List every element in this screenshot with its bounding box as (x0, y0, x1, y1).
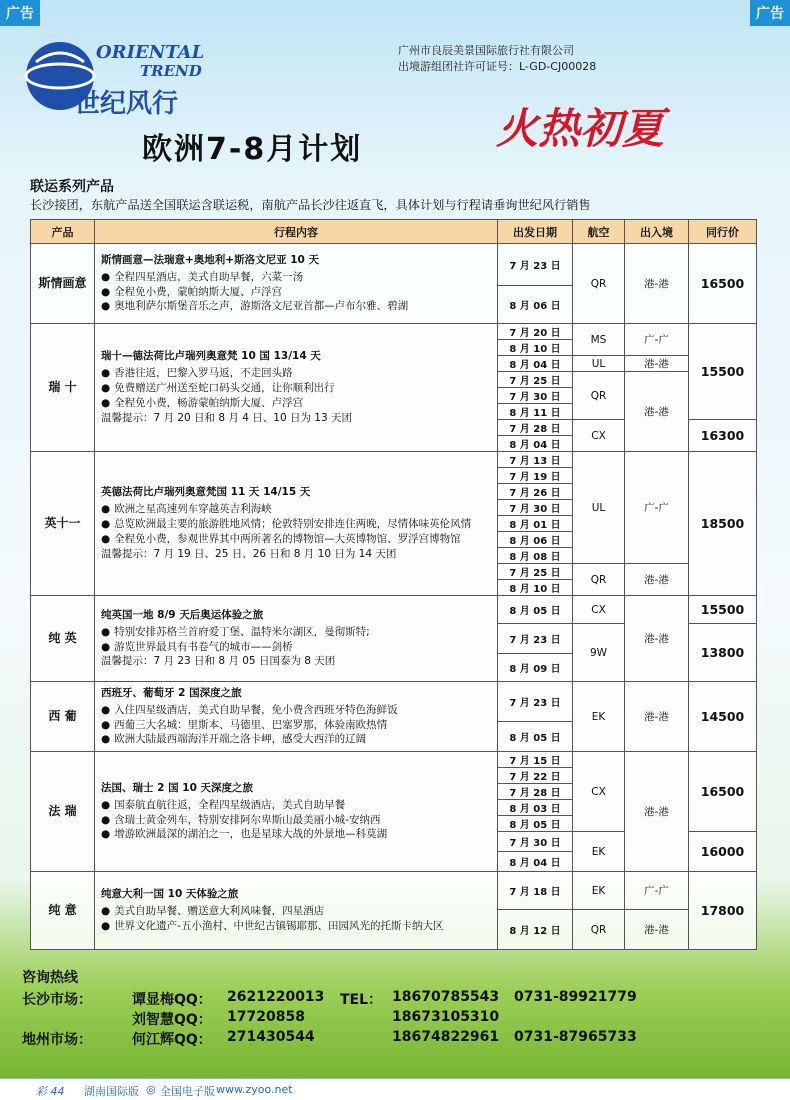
itinerary-point: ● 含瑞士黄金列车，特别安排阿尔卑斯山最美丽小城-安纳西 (101, 813, 491, 828)
departure-date: 8 月 01 日 (498, 516, 573, 532)
departure-date: 7 月 26 日 (498, 484, 573, 500)
border: 港-港 (625, 682, 689, 752)
airline: CX (573, 596, 625, 624)
footer-url[interactable]: www.zyoo.net (216, 1083, 293, 1096)
price: 18500 (689, 452, 757, 596)
departure-date: 8 月 11 日 (498, 404, 573, 420)
departure-date: 8 月 12 日 (498, 910, 573, 950)
table-row (31, 752, 757, 768)
border: 港-港 (625, 564, 689, 596)
itinerary-point: ● 香港往返，巴黎入罗马返，不走回头路 (101, 366, 491, 381)
contact-row (22, 989, 762, 1009)
departure-date: 7 月 23 日 (498, 624, 573, 654)
col-header-date: 出发日期 (498, 220, 573, 244)
border: 广-广 (625, 324, 689, 356)
product-name: 纯 英 (31, 596, 95, 682)
price: 15500 (689, 324, 757, 420)
itinerary (95, 324, 498, 452)
col-header-airline: 航空 (573, 220, 625, 244)
col-header-border: 出入境 (625, 220, 689, 244)
border: 港-港 (625, 356, 689, 372)
border: 港-港 (625, 752, 689, 872)
price: 16500 (689, 752, 757, 832)
itinerary-point: ● 游览世界最具有书卷气的城市——剑桥 (101, 640, 491, 655)
itinerary (95, 682, 498, 752)
itinerary-point: ● 欧洲大陆最西端海洋开端之洛卡岬，感受大西洋的辽阔 (101, 732, 491, 747)
border: 港-港 (625, 910, 689, 950)
departure-date: 8 月 05 日 (498, 816, 573, 832)
itinerary-point: ● 全程免小费，畅游蒙帕纳斯大厦、卢浮宫 (101, 396, 491, 411)
airline: UL (573, 452, 625, 564)
departure-date: 7 月 23 日 (498, 244, 573, 286)
product-name: 纯 意 (31, 872, 95, 950)
departure-date: 8 月 04 日 (498, 852, 573, 872)
contact-qq: 2621220013 (227, 989, 325, 1005)
airline: MS (573, 324, 625, 356)
globe-icon (22, 34, 232, 124)
product-name: 瑞 十 (31, 324, 95, 452)
footer-page: 彩 44 (36, 1085, 65, 1098)
price: 16000 (689, 832, 757, 872)
airline: UL (573, 356, 625, 372)
departure-date: 7 月 28 日 (498, 784, 573, 800)
ad-label-left: 广告 (0, 0, 40, 26)
airline: QR (573, 910, 625, 950)
col-header-price: 同行价 (689, 220, 757, 244)
airline: CX (573, 420, 625, 452)
itinerary-note: 温馨提示：7 月 23 日和 8 月 05 日国泰为 8 天团 (101, 655, 336, 668)
product-name: 法 瑞 (31, 752, 95, 872)
product-name: 英十一 (31, 452, 95, 596)
departure-date: 7 月 18 日 (498, 872, 573, 910)
price: 13800 (689, 624, 757, 682)
section-title: 联运系列产品 (30, 179, 114, 195)
departure-date: 8 月 09 日 (498, 654, 573, 682)
contact-mobile: 18674822961 (392, 1029, 500, 1045)
airline: EK (573, 682, 625, 752)
brand-en-line2: TREND (140, 62, 202, 80)
departure-date: 7 月 30 日 (498, 832, 573, 852)
itinerary-note: 温馨提示：7 月 19 日、25 日、26 日和 8 月 10 日为 14 天团 (101, 547, 397, 560)
slogan: 火热初夏 (496, 104, 665, 153)
itinerary-point: ● 欧洲之星高速列车穿越英吉利海峡 (101, 502, 491, 517)
itinerary-point: ● 全程免小费，蒙帕纳斯大厦、卢浮宫 (101, 285, 491, 300)
section-desc: 长沙接团，东航产品送全国联运含联运税，南航产品长沙往返直飞，具体计划与行程请垂询世纪风行销售 (30, 198, 591, 212)
brand-cn: 世纪风行 (74, 89, 179, 119)
zyoo-icon: ◎ (146, 1083, 156, 1096)
itinerary-point: ● 免费赠送广州送至蛇口码头交通，让你顺利出行 (101, 381, 491, 396)
col-header-product: 产品 (31, 220, 95, 244)
itinerary-note: 温馨提示：7 月 20 日和 8 月 4 日、10 日为 13 天团 (101, 411, 352, 424)
contact-qq: 17720858 (227, 1009, 305, 1025)
contact-row (22, 1029, 762, 1049)
itinerary (95, 452, 498, 596)
page-title: 欧洲7-8月计划 (142, 132, 363, 167)
price: 16300 (689, 420, 757, 452)
departure-date: 7 月 22 日 (498, 768, 573, 784)
contact-market: 长沙市场： (22, 992, 92, 1008)
departure-date: 8 月 04 日 (498, 436, 573, 452)
contact-phone: 0731-89921779 (514, 989, 637, 1005)
itinerary-title: 纯意大利一国 10 天体验之旅 (101, 888, 239, 901)
product-name: 西 葡 (31, 682, 95, 752)
departure-date: 8 月 05 日 (498, 596, 573, 624)
contact-tel-label: TEL： (340, 992, 383, 1008)
contact-name: 何江辉QQ： (132, 1032, 212, 1048)
itinerary-point: ● 美式自助早餐、赠送意大利风味餐，四星酒店 (101, 904, 491, 919)
product-table (30, 219, 757, 950)
contact-name: 刘智慧QQ： (132, 1012, 212, 1028)
itinerary (95, 596, 498, 682)
departure-date: 8 月 06 日 (498, 286, 573, 324)
border: 港-港 (625, 244, 689, 324)
col-header-itinerary: 行程内容 (95, 220, 498, 244)
ad-label-right: 广告 (750, 0, 790, 26)
footer (0, 1078, 790, 1100)
itinerary-point: ● 世界文化遗产-五小渔村、中世纪古镇锡耶那、田园风光的托斯卡纳大区 (101, 919, 491, 934)
departure-date: 8 月 10 日 (498, 580, 573, 596)
contact-mobile: 18670785543 (392, 989, 500, 1005)
airline: EK (573, 872, 625, 910)
brand-en-line1: ORIENTAL (96, 42, 205, 63)
airline: CX (573, 752, 625, 832)
departure-date: 7 月 30 日 (498, 500, 573, 516)
border: 广-广 (625, 452, 689, 564)
departure-date: 8 月 06 日 (498, 532, 573, 548)
itinerary-point: ● 总览欧洲最主要的旅游胜地风情；伦敦特别安排连住两晚，尽情体味英伦风情 (101, 517, 491, 532)
itinerary-title: 法国、瑞士 2 国 10 天深度之旅 (101, 781, 254, 794)
price: 16500 (689, 244, 757, 324)
itinerary-point: ● 全程免小费，参观世界其中两所著名的博物馆—大英博物馆、罗浮宫博物馆 (101, 532, 491, 547)
departure-date: 7 月 20 日 (498, 324, 573, 340)
itinerary (95, 244, 498, 324)
departure-date: 7 月 23 日 (498, 682, 573, 722)
brand-logo (22, 34, 232, 124)
contact-market: 地州市场： (22, 1032, 92, 1048)
airline: QR (573, 244, 625, 324)
itinerary-point: ● 特别安排苏格兰首府爱丁堡、温特米尔湖区，曼彻斯特; (101, 625, 491, 640)
border: 广-广 (625, 872, 689, 910)
departure-date: 8 月 04 日 (498, 356, 573, 372)
itinerary-title: 瑞十—德法荷比卢瑞列奥意梵 10 国 13/14 天 (101, 350, 321, 363)
departure-date: 8 月 08 日 (498, 548, 573, 564)
table-row (31, 596, 757, 624)
price: 17800 (689, 872, 757, 950)
price: 15500 (689, 596, 757, 624)
itinerary (95, 752, 498, 872)
departure-date: 7 月 15 日 (498, 752, 573, 768)
contact-mobile: 18673105310 (392, 1009, 500, 1025)
price: 14500 (689, 682, 757, 752)
table-row (31, 324, 757, 340)
contact-title: 咨询热线 (22, 970, 78, 986)
airline: EK (573, 832, 625, 872)
itinerary-point: ● 西葡三大名城：里斯本、马德里、巴塞罗那，体验南欧热情 (101, 718, 491, 733)
table-row (31, 244, 757, 286)
airline: 9W (573, 624, 625, 682)
contact-qq: 271430544 (227, 1029, 315, 1045)
table-header-row (31, 220, 757, 244)
departure-date: 7 月 19 日 (498, 468, 573, 484)
footer-section: 湖南国际版 (84, 1085, 139, 1098)
itinerary-point: ● 全程四星酒店，美式自助早餐，六菜一汤 (101, 270, 491, 285)
contact-name: 谭显梅QQ： (132, 992, 212, 1008)
itinerary (95, 872, 498, 950)
itinerary-point: ● 国泰航直航往返，全程四星级酒店，美式自助早餐 (101, 798, 491, 813)
departure-date: 7 月 25 日 (498, 372, 573, 388)
itinerary-point: ● 入住四星级酒店，美式自助早餐，免小费含西班牙特色海鲜饭 (101, 703, 491, 718)
departure-date: 7 月 13 日 (498, 452, 573, 468)
footer-edition: 全国电子版 (160, 1085, 215, 1098)
departure-date: 7 月 25 日 (498, 564, 573, 580)
border: 港-港 (625, 596, 689, 682)
departure-date: 8 月 10 日 (498, 340, 573, 356)
table-row (31, 682, 757, 722)
departure-date: 7 月 28 日 (498, 420, 573, 436)
itinerary-title: 纯英国一地 8/9 天后奥运体验之旅 (101, 608, 264, 621)
itinerary-title: 斯情画意—法瑞意+奥地利+斯洛文尼亚 10 天 (101, 253, 320, 266)
itinerary-title: 西班牙、葡萄牙 2 国深度之旅 (101, 686, 242, 699)
company-name: 广州市良辰美景国际旅行社有限公司 (398, 44, 574, 57)
itinerary-point: ● 增游欧洲最深的湖泊之一，也是星球大战的外景地—科莫湖 (101, 827, 491, 842)
contact-section (22, 967, 762, 1049)
contact-phone: 0731-87965733 (514, 1029, 637, 1045)
airline: QR (573, 564, 625, 596)
table-row (31, 452, 757, 468)
airline: QR (573, 372, 625, 420)
company-license: 出境游组团社许可证号：L-GD-CJ00028 (398, 60, 597, 73)
border: 港-港 (625, 372, 689, 452)
departure-date: 8 月 03 日 (498, 800, 573, 816)
contact-row (22, 1009, 762, 1029)
table-row (31, 872, 757, 910)
itinerary-point: ● 奥地利萨尔斯堡音乐之声，游斯洛文尼亚首都—卢布尔雅、碧湖 (101, 299, 491, 314)
itinerary-title: 英德法荷比卢瑞列奥意梵国 11 天 14/15 天 (101, 486, 311, 499)
departure-date: 8 月 05 日 (498, 722, 573, 752)
product-name: 斯情画意 (31, 244, 95, 324)
departure-date: 7 月 30 日 (498, 388, 573, 404)
